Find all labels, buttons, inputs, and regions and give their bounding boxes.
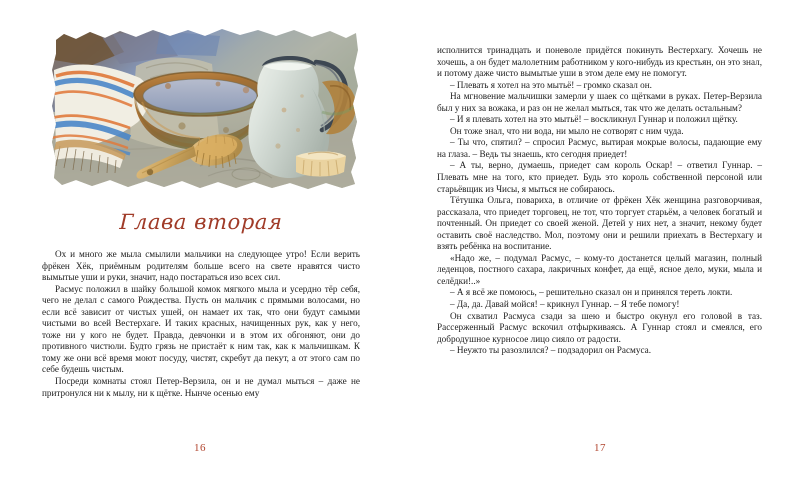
left-page-body	[42, 249, 360, 399]
paragraph: – Плевать я хотел на это мытьё! – громко сказал он.	[450, 79, 652, 90]
paragraph: На мгновение мальчишки замерли у шаек со щётками в руках. Петер-Верзила был у них за вожака, и раз он не желал мыться, так что же делать остальным?	[437, 91, 762, 113]
paragraph: – Ты что, спятил? – спросил Расмус, вытирая мокрые волосы, падающие ему на глаза. – Ведь ты знаешь, кто сегодня приедет!	[437, 137, 762, 159]
paragraph: Посреди комнаты стоял Петер-Верзила, он и не думал мыться – даже не притронулся ни к мылу, ни к щётке. Нынче осенью ему	[42, 376, 360, 398]
page-number-right: 17	[594, 442, 606, 454]
chapter-title: Глава вторая	[119, 210, 283, 234]
paragraph: – А я всё же помоюсь, – решительно сказал он и принялся тереть локти.	[450, 287, 733, 298]
paragraph: исполнится тринадцать и поневоле придётся покинуть Вестерхагу. Хочешь не хочешь, а он будет малолетним работником у кого-нибудь из крестьян, он это знал, и потому даже чисто вымытые уши в этом деле ему не помогут.	[437, 45, 762, 79]
paragraph: – И я плевать хотел на это мытьё! – воскликнул Гуннар и положил щётку.	[450, 114, 738, 125]
paragraph: Он тоже знал, что ни вода, ни мыло не сотворят с ним чуда.	[450, 125, 684, 136]
watercolour-still-life-illustration	[50, 26, 362, 198]
paragraph: Он схватил Расмуса сзади за шею и быстро окунул его головой в таз. Рассерженный Расмус вскочил отфыркиваясь. А Гуннар стоял и смеялся, его добродушное курносое лицо сияло от радости.	[437, 310, 762, 344]
paragraph: Ох и много же мыла смылили мальчики на следующее утро! Если верить фрёкен Хёк, приёмным родителям больше всего на свете нравятся чисто вымытые уши и руки, значит, надо постараться изо всех сил.	[42, 249, 360, 283]
paragraph: – А ты, верно, думаешь, приедет сам король Оскар! – ответил Гуннар. – Плевать мне на того, кто приедет. Будь это король собственной персоной или старьёвщик из Чисы, я мыться не собираюсь.	[437, 160, 762, 194]
page-number-left: 16	[194, 442, 206, 454]
right-page-body	[437, 0, 762, 357]
paragraph: Тётушка Ольга, повариха, в отличие от фрёкен Хёк женщина разговорчивая, рассказала, что приедет торговец, не тот, что торгует старьём, а человек богатый и почтенный. Он приедет со своей женой. Детей у них нет, а значит, некому будет оставить своё наследство. Мол, поэтому они и решили приехать в Вестерхагу и взять ребёнка на воспитание.	[437, 195, 762, 252]
paragraph: Расмус положил в шайку большой комок мягкого мыла и усердно тёр себя, чего не делал с самого Рождества. Пусть он мальчик с прямыми волосами, но если всё зависит от чистых ушей, он намает их так, что они будут самыми чистыми во всей Вестерхаге. И таких красных, начищенных рук, как у него, тоже ни у кого не будет. Правда, девчонки и в этом их обгоняют, они до противного чистюли. Будто грязь не пристаёт к ним так, как к мальчишкам. К тому же они всё время моют посуду, чистят, скребут да пекут, а от этого сам по себе будешь чистым.	[42, 283, 360, 375]
right-book-page	[400, 0, 800, 482]
chapter-illustration	[50, 26, 362, 198]
paragraph: «Надо же, – подумал Расмус, – кому-то достанется целый магазин, полный леденцов, постного сахара, лакричных конфет, да ещё, ясное дело, муки, мыла и селёдки!..»	[437, 252, 762, 286]
paragraph: – Неужто ты разозлился? – подзадорил он Расмуса.	[450, 345, 652, 356]
paragraph: – Да, да. Давай мойся! – крикнул Гуннар. – Я тебе помогу!	[450, 299, 680, 310]
